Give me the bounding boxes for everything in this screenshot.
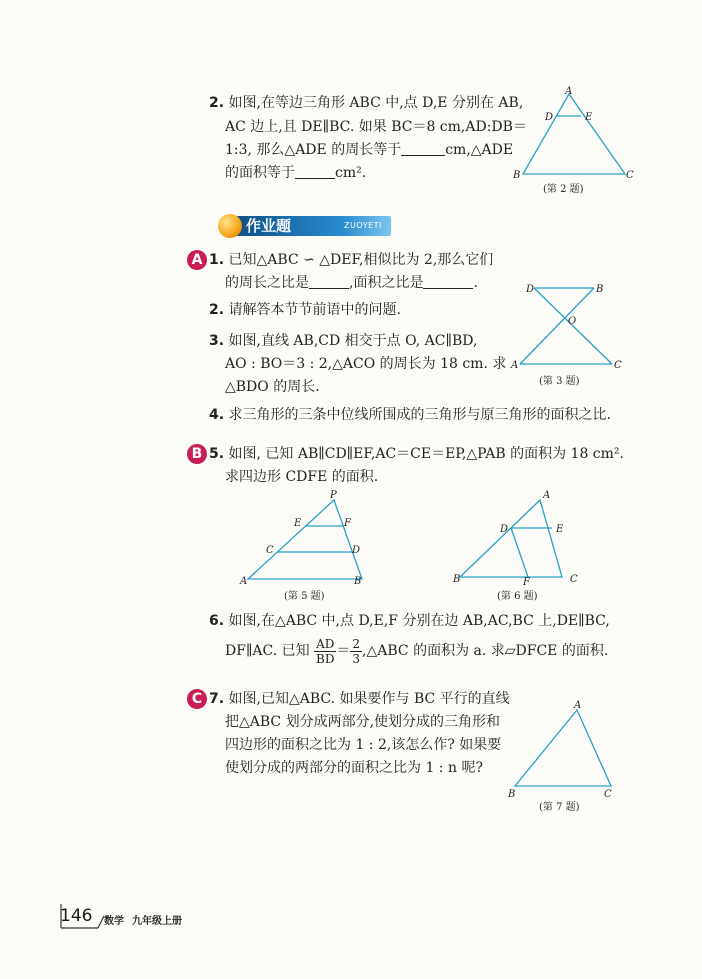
q2-line-3: 1:3, 那么△ADE 的周长等于 cm,△ADE: [225, 142, 514, 158]
q6-line-2: DF∥AC. 已知 $\frac{AD}{BD}$ ＝ $\frac{2}{3}$ ,△ABC 的面积为 a. 求▱DFCE 的面积.: [225, 636, 609, 666]
footer-subject: 数学: [104, 916, 124, 927]
q6-label-B: B: [453, 574, 461, 585]
q2-figure: [505, 86, 635, 198]
q1-blank-area[interactable]: [423, 274, 473, 289]
q6-label-F: F: [523, 577, 530, 588]
homework-title: 作业题: [246, 217, 292, 235]
page-number: 146: [60, 906, 93, 926]
q6-fraction-ad-bd: $\frac{AD}{BD}$: [316, 636, 335, 666]
q5-label-E: E: [294, 518, 302, 529]
q6-caption: (第 6 题): [497, 591, 538, 602]
q2-label-D: D: [545, 112, 554, 123]
q3-label-O: O: [568, 316, 577, 327]
q7-label-C: C: [604, 789, 612, 800]
q6-figure: [448, 486, 588, 608]
q5-line-2: 求四边形 CDFE 的面积.: [225, 469, 379, 485]
q2-label-E: E: [585, 112, 593, 123]
q3-line-3: △BDO 的周长.: [225, 379, 320, 395]
q2-label-C: C: [626, 170, 634, 181]
q7-line-3: 四边形的面积之比为 1 : 2,该怎么作? 如果要: [225, 737, 502, 753]
q3-label-C: C: [614, 360, 622, 371]
q7-label-B: B: [508, 789, 516, 800]
q2-line-1: [209, 93, 523, 113]
q5-label-B: B: [354, 576, 362, 587]
q2-blank-area[interactable]: [295, 164, 335, 179]
q3-label-B: B: [596, 284, 604, 295]
q5-caption: (第 5 题): [284, 591, 325, 602]
q7-line-2: 把△ABC 划分成两部分,使划分成的三角形和: [225, 714, 501, 730]
q2-line-4: 的面积等于 cm².: [225, 165, 367, 181]
q7-figure: [505, 696, 630, 822]
q7-caption: (第 7 题): [539, 802, 580, 813]
q2h-number: 2.: [209, 302, 225, 318]
level-b-badge: B: [187, 444, 207, 464]
q6-number: 6.: [209, 613, 225, 629]
q5-label-A: A: [240, 576, 248, 587]
q5-line-1: 5. 如图, 已知 AB∥CD∥EF,AC＝CE＝EP,△PAB 的面积为 18 cm².: [209, 446, 624, 462]
footer-grade: 九年级上册: [132, 916, 182, 927]
q7-number: 7.: [209, 691, 225, 707]
q4-line-1: 4. 求三角形的三条中位线所围成的三角形与原三角形的面积之比.: [209, 407, 611, 423]
q3-caption: (第 3 题): [539, 376, 580, 387]
q6-label-C: C: [570, 574, 578, 585]
footer: [60, 904, 240, 930]
homework-subtitle: ZUOYETI: [344, 221, 382, 230]
q6-line-1: 6. 如图,在△ABC 中,点 D,E,F 分别在边 AB,AC,BC 上,DE∥BC,: [209, 613, 610, 629]
q6-label-D: D: [500, 524, 509, 535]
q3-label-D: D: [526, 284, 535, 295]
q1-line-2: 的周长之比是 ,面积之比是 .: [225, 275, 478, 291]
q6-label-A: A: [543, 490, 551, 501]
q2-label-B: B: [513, 170, 521, 181]
level-c-badge: C: [187, 689, 207, 709]
q2-number: 2.: [209, 95, 225, 111]
q1-blank-perimeter[interactable]: [309, 274, 349, 289]
q4-number: 4.: [209, 407, 225, 423]
q7-line-4: 使划分成的两部分的面积之比为 1 : n 呢?: [225, 760, 483, 776]
q5-label-C: C: [266, 545, 274, 556]
q5-figure: [236, 486, 376, 608]
q7-line-1: 7. 如图,已知△ABC. 如果要作与 BC 平行的直线: [209, 691, 510, 707]
q5-label-D: D: [352, 545, 361, 556]
level-a-badge: A: [187, 250, 207, 270]
q6-fraction-2-3: $\frac{2}{3}$: [352, 636, 361, 666]
q3-line-1: 3. 如图,直线 AB,CD 相交于点 O, AC∥BD,: [209, 333, 478, 349]
q2-line-2: AC 边上,且 DE∥BC. 如果 BC＝8 cm,AD:DB＝: [225, 119, 527, 135]
q5-label-P: P: [330, 490, 337, 501]
q3-label-A: A: [511, 360, 519, 371]
q5-number: 5.: [209, 446, 225, 462]
q2-text-1: 如图,在等边三角形 ABC 中,点 D,E 分别在 AB,: [228, 95, 524, 111]
q5-label-F: F: [344, 518, 351, 529]
q7-label-A: A: [574, 700, 582, 711]
q6-label-E: E: [556, 524, 564, 535]
q3-line-2: AO : BO＝3 : 2,△ACO 的周长为 18 cm. 求: [225, 356, 507, 372]
q2-blank-perimeter[interactable]: [401, 141, 445, 156]
q1-number: 1.: [209, 252, 225, 268]
q2-label-A: A: [565, 86, 573, 97]
homework-banner: [218, 214, 391, 238]
q3-figure: [508, 278, 638, 393]
q3-number: 3.: [209, 333, 225, 349]
q2-caption: (第 2 题): [543, 184, 584, 195]
homework-orb-icon: [218, 214, 242, 238]
q2h-line-1: 2. 请解答本节节前语中的问题.: [209, 302, 401, 318]
footer-bracket-icon: [60, 904, 110, 930]
q1-line-1: 1. 已知△ABC ∽ △DEF,相似比为 2,那么它们: [209, 252, 494, 268]
